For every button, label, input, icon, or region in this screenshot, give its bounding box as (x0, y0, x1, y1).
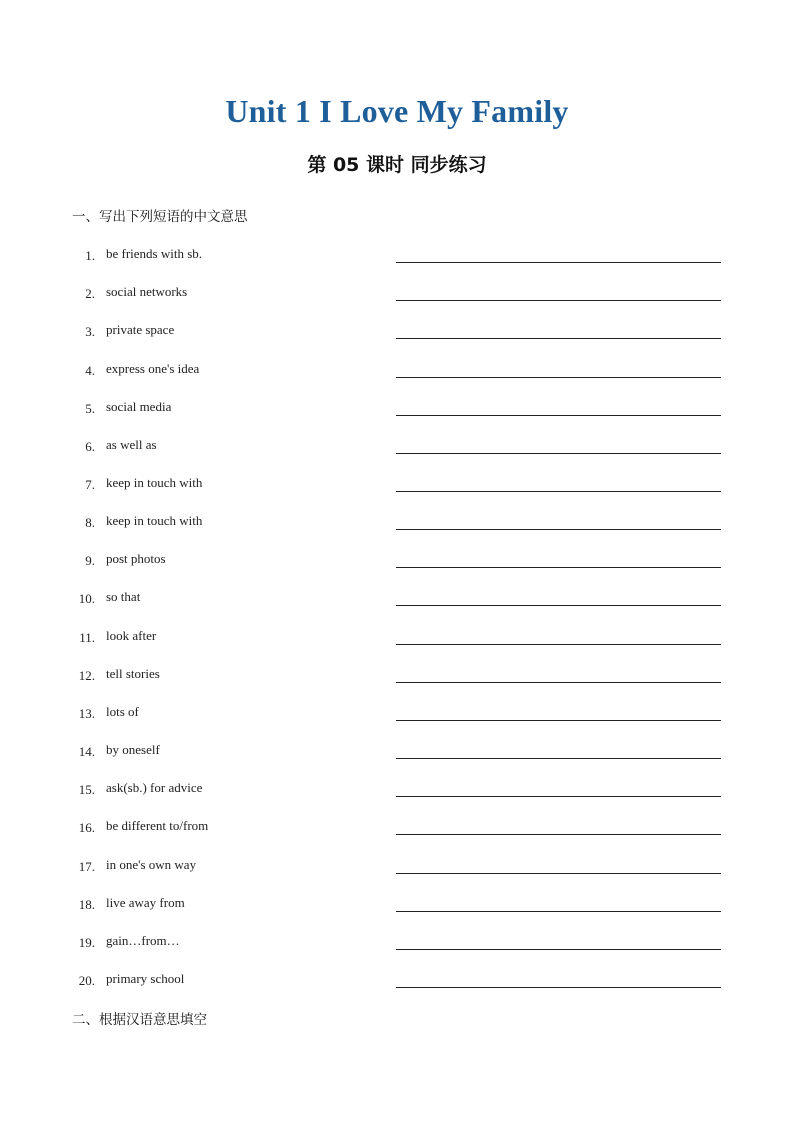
answer-line[interactable] (396, 491, 721, 492)
item-number: 19. (78, 935, 95, 950)
item-number: 15. (78, 782, 95, 797)
item-number: 8. (85, 515, 95, 530)
item-number: 4. (85, 363, 95, 378)
answer-line[interactable] (396, 262, 721, 263)
answer-line[interactable] (396, 987, 721, 988)
answer-line[interactable] (396, 377, 721, 378)
list-item (0, 859, 794, 897)
answer-line[interactable] (396, 682, 721, 683)
item-phrase: primary school (106, 971, 185, 986)
answer-line[interactable] (396, 758, 721, 759)
item-number: 5. (85, 401, 95, 416)
list-item (0, 820, 794, 858)
list-item (0, 668, 794, 706)
item-number: 14. (78, 744, 95, 759)
list-item (0, 706, 794, 744)
item-phrase: post photos (106, 551, 166, 566)
item-phrase: express one's idea (106, 361, 200, 376)
answer-line[interactable] (396, 529, 721, 530)
item-number: 16. (78, 820, 95, 835)
answer-line[interactable] (396, 720, 721, 721)
item-phrase: social media (106, 399, 172, 414)
answer-line[interactable] (396, 644, 721, 645)
item-number: 12. (78, 668, 95, 683)
list-item (0, 897, 794, 935)
list-item (0, 324, 794, 362)
item-phrase: live away from (106, 895, 185, 910)
item-number: 18. (78, 897, 95, 912)
page-subtitle: 第 05 课时 同步练习 (307, 154, 487, 176)
list-item (0, 248, 794, 286)
list-item (0, 286, 794, 324)
item-phrase: keep in touch with (106, 513, 203, 528)
answer-line[interactable] (396, 567, 721, 568)
answer-line[interactable] (396, 453, 721, 454)
page-title: Unit 1 I Love My Family (225, 93, 569, 129)
item-phrase: as well as (106, 437, 157, 452)
section-2-heading: 二、根据汉语意思填空 (72, 1012, 207, 1028)
item-number: 20. (78, 973, 95, 988)
answer-line[interactable] (396, 338, 721, 339)
item-phrase: lots of (106, 704, 139, 719)
list-item (0, 591, 794, 629)
list-item (0, 973, 794, 1011)
list-item (0, 515, 794, 553)
list-item (0, 630, 794, 668)
item-phrase: be different to/from (106, 818, 209, 833)
item-number: 3. (85, 324, 95, 339)
item-phrase: by oneself (106, 742, 160, 757)
list-item (0, 553, 794, 591)
item-number: 11. (79, 630, 95, 645)
answer-line[interactable] (396, 834, 721, 835)
item-phrase: so that (106, 589, 141, 604)
list-item (0, 935, 794, 973)
answer-line[interactable] (396, 796, 721, 797)
item-phrase: look after (106, 628, 157, 643)
item-number: 9. (85, 553, 95, 568)
list-item (0, 744, 794, 782)
answer-line[interactable] (396, 911, 721, 912)
answer-line[interactable] (396, 873, 721, 874)
item-number: 10. (78, 591, 95, 606)
item-phrase: gain…from… (106, 933, 180, 948)
answer-line[interactable] (396, 605, 721, 606)
item-phrase: tell stories (106, 666, 160, 681)
item-number: 7. (85, 477, 95, 492)
item-phrase: keep in touch with (106, 475, 203, 490)
list-item (0, 477, 794, 515)
item-phrase: ask(sb.) for advice (106, 780, 203, 795)
answer-line[interactable] (396, 300, 721, 301)
item-number: 2. (85, 286, 95, 301)
item-phrase: be friends with sb. (106, 246, 203, 261)
section-1-heading: 一、写出下列短语的中文意思 (72, 209, 248, 225)
list-item (0, 439, 794, 477)
item-phrase: in one's own way (106, 857, 197, 872)
item-phrase: private space (106, 322, 175, 337)
item-phrase: social networks (106, 284, 188, 299)
item-number: 1. (85, 248, 95, 263)
item-number: 17. (78, 859, 95, 874)
answer-line[interactable] (396, 415, 721, 416)
list-item (0, 782, 794, 820)
list-item (0, 401, 794, 439)
item-number: 6. (85, 439, 95, 454)
item-number: 13. (78, 706, 95, 721)
list-item (0, 363, 794, 401)
answer-line[interactable] (396, 949, 721, 950)
